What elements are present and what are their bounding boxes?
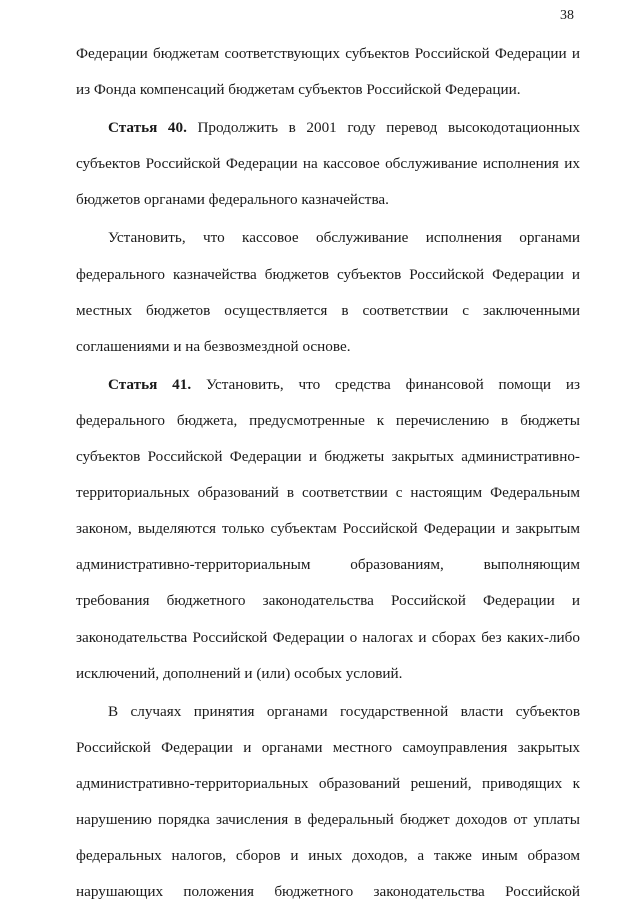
- page-number: 38: [560, 8, 574, 23]
- paragraph-article-41: [76, 367, 580, 692]
- paragraph-text: В случаях принятия органами государственной власти субъектов Российской Федерации и органами местного самоуправления закрытых административно-территориальных образований решений, приводящих к нарушению порядка зачисления в федеральный бюджет доходов от уплаты федеральных налогов, сборов и иных доходов, а также иным образом нарушающих положения бюджетного законодательства Российской: [76, 702, 580, 901]
- paragraph-article-40: [76, 110, 580, 218]
- paragraph-text: Установить, что средства финансовой помощи из федерального бюджета, предусмотренные к перечислению в бюджеты субъектов Российской Федерации и бюджеты закрытых административно-территориальных образований в соответствии с настоящим Федеральным законом, выделяются только субъектам Российской Федерации и закрытым административно-территориальным образованиям, выполняющим требования бюджетного законодательства Российской Федерации и законодательства Российской Федерации о налогах и сборах без каких-либо исключений, дополнений и (или) особых условий.: [76, 375, 581, 682]
- paragraph-text: Федерации бюджетам соответствующих субъектов Российской Федерации и из Фонда компенсаций бюджетам субъектов Российской Федерации.: [76, 45, 580, 99]
- article-label: Статья 40.: [108, 119, 187, 137]
- document-body: [76, 36, 580, 910]
- paragraph-text: Установить, что кассовое обслуживание исполнения органами федерального казначейства бюджетов субъектов Российской Федерации и местных бюджетов осуществляется в соответствии с заключенными соглашениями и на безвозмездной основе.: [76, 229, 580, 355]
- paragraph-text: Продолжить в 2001 году перевод высокодотационных субъектов Российской Федерации на кассовое обслуживание исполнения их бюджетов органами федерального казначейства.: [76, 119, 581, 209]
- paragraph-continuation: [76, 36, 580, 108]
- paragraph-article-40-part-2: [76, 220, 580, 364]
- article-label: Статья 41.: [108, 375, 192, 393]
- paragraph-article-41-part-2: [76, 694, 580, 910]
